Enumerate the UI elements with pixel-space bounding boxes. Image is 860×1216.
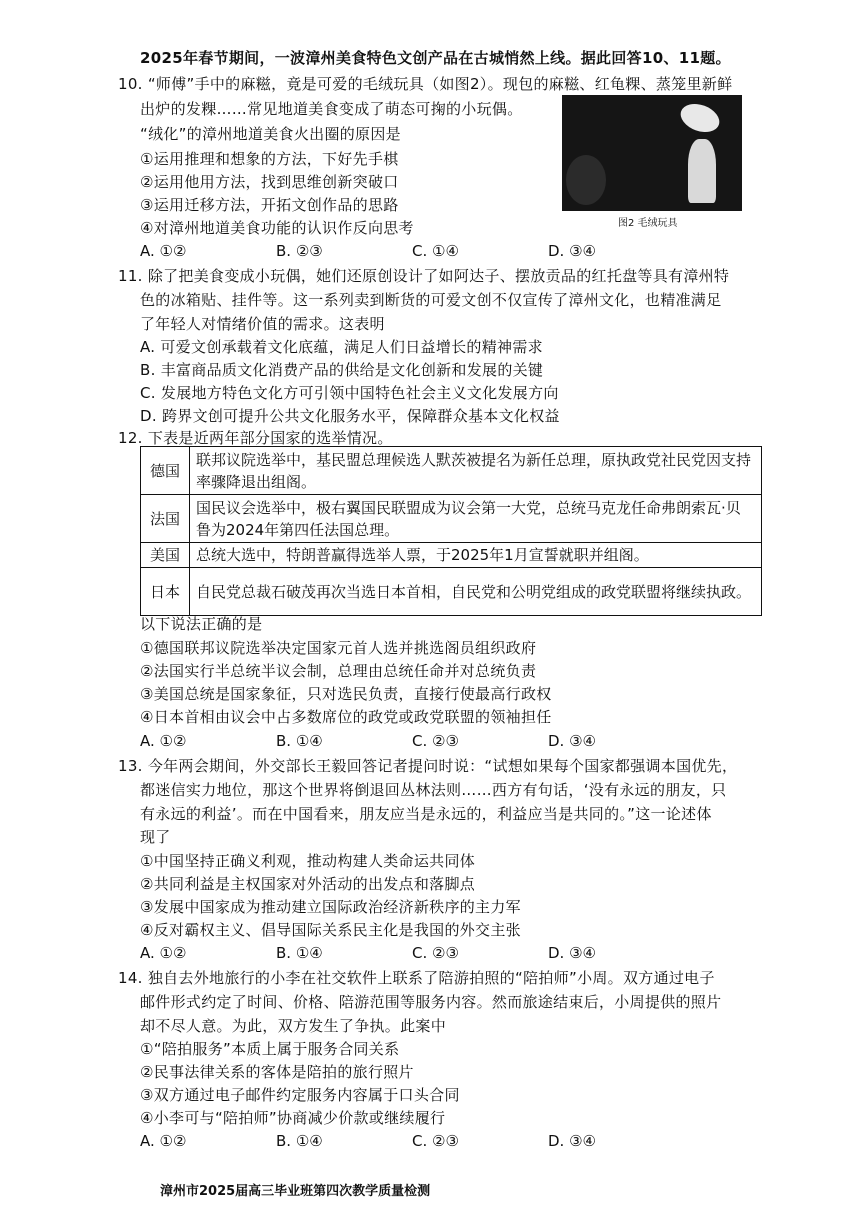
plush-toy-photo bbox=[562, 95, 742, 211]
q13-option-4: ④反对霸权主义、倡导国际关系民主化是我国的外交主张 bbox=[140, 921, 521, 939]
photo-caption: 图2 毛绒玩具 bbox=[618, 218, 678, 229]
q11-stem-line-2: 色的冰箱贴、挂件等。这一系列卖到断货的可爱文创不仅宣传了漳州文化，也精准满足 bbox=[140, 291, 722, 309]
q13-stem-line-3: 有永远的利益’。而在中国看来，朋友应当是永远的，利益应当是共同的。”这一论述体 bbox=[140, 805, 712, 823]
q13-stem-line-2: 都迷信实力地位，那这个世界将倒退回丛林法则……西方有句话，‘没有永远的朋友，只 bbox=[140, 781, 727, 799]
table-row bbox=[141, 568, 762, 616]
q12-choice-a: A. ①② bbox=[140, 732, 187, 750]
table-row bbox=[141, 447, 762, 495]
q11-stem-line-3: 了年轻人对情绪价值的需求。这表明 bbox=[140, 315, 385, 333]
q10-choices bbox=[140, 241, 596, 261]
q10-stem-line-1: 10. “师傅”手中的麻糍，竟是可爱的毛绒玩具（如图2）。现包的麻糍、红龟粿、蒸笼里新鲜 bbox=[118, 75, 733, 93]
q14-option-1: ①“陪拍服务”本质上属于服务合同关系 bbox=[140, 1040, 400, 1058]
q11-option-a: A. 可爱文创承载着文化底蕴，满足人们日益增长的精神需求 bbox=[140, 338, 543, 356]
q11-option-b: B. 丰富商品质文化消费产品的供给是文化创新和发展的关键 bbox=[140, 361, 544, 379]
q13-stem-line-4: 现了 bbox=[140, 828, 171, 846]
country-cell: 日本 bbox=[141, 568, 190, 616]
table-row bbox=[141, 495, 762, 543]
description-cell: 国民议会选举中，极右翼国民联盟成为议会第一大党，总统马克龙任命弗朗索瓦·贝鲁为2024年第四任法国总理。 bbox=[190, 495, 762, 543]
q13-choice-b: B. ①④ bbox=[276, 944, 323, 962]
q10-choice-b: B. ②③ bbox=[276, 242, 323, 260]
description-cell: 总统大选中，特朗普赢得选举人票，于2025年1月宣誓就职并组阁。 bbox=[190, 543, 762, 568]
description-cell: 联邦议院选举中，基民盟总理候选人默茨被提名为新任总理，原执政党社民党因支持率骤降退出组阁。 bbox=[190, 447, 762, 495]
q13-stem-line-1: 13. 今年两会期间，外交部长王毅回答记者提问时说：“试想如果每个国家都强调本国优先， bbox=[118, 757, 738, 775]
country-cell: 德国 bbox=[141, 447, 190, 495]
q12-stem: 12. 下表是近两年部分国家的选举情况。 bbox=[118, 429, 393, 447]
q10-question: “绒化”的漳州地道美食火出圈的原因是 bbox=[140, 125, 401, 143]
description-cell: 自民党总裁石破茂再次当选日本首相，自民党和公明党组成的政党联盟将继续执政。 bbox=[190, 568, 762, 616]
page-footer: 漳州市2025届高三毕业班第四次教学质量检测 bbox=[160, 1184, 431, 1199]
q12-option-4: ④日本首相由议会中占多数席位的政党或政党联盟的领袖担任 bbox=[140, 708, 552, 726]
country-cell: 法国 bbox=[141, 495, 190, 543]
q12-choice-c: C. ②③ bbox=[412, 732, 459, 750]
q12-choice-d: D. ③④ bbox=[548, 732, 596, 750]
q12-choices bbox=[140, 731, 596, 751]
q10-choice-c: C. ①④ bbox=[412, 242, 459, 260]
q10-option-1: ①运用推理和想象的方法，下好先手棋 bbox=[140, 150, 399, 168]
q13-option-2: ②共同利益是主权国家对外活动的出发点和落脚点 bbox=[140, 875, 476, 893]
q13-choice-c: C. ②③ bbox=[412, 944, 459, 962]
q14-choice-b: B. ①④ bbox=[276, 1132, 323, 1150]
q14-stem-line-3: 却不尽人意。为此，双方发生了争执。此案中 bbox=[140, 1017, 447, 1035]
q13-choices bbox=[140, 943, 596, 963]
q10-choice-d: D. ③④ bbox=[548, 242, 596, 260]
q13-option-1: ①中国坚持正确义利观，推动构建人类命运共同体 bbox=[140, 852, 476, 870]
election-table bbox=[140, 446, 762, 616]
q11-option-c: C. 发展地方特色文化方可引领中国特色社会主义文化发展方向 bbox=[140, 384, 559, 402]
q12-choice-b: B. ①④ bbox=[276, 732, 323, 750]
q14-choice-a: A. ①② bbox=[140, 1132, 187, 1150]
q14-choice-d: D. ③④ bbox=[548, 1132, 596, 1150]
q13-choice-d: D. ③④ bbox=[548, 944, 596, 962]
q14-choice-c: C. ②③ bbox=[412, 1132, 459, 1150]
q12-option-3: ③美国总统是国家象征，只对选民负责，直接行使最高行政权 bbox=[140, 685, 552, 703]
q12-option-2: ②法国实行半总统半议会制，总理由总统任命并对总统负责 bbox=[140, 662, 537, 680]
q14-option-4: ④小李可与“陪拍师”协商减少价款或继续履行 bbox=[140, 1109, 446, 1127]
q14-option-3: ③双方通过电子邮件约定服务内容属于口头合同 bbox=[140, 1086, 460, 1104]
q14-stem-line-1: 14. 独自去外地旅行的小李在社交软件上联系了陪游拍照的“陪拍师”小周。双方通过电子 bbox=[118, 969, 715, 987]
q11-stem-line-1: 11. 除了把美食变成小玩偶，她们还原创设计了如阿达子、摆放贡品的红托盘等具有漳州特 bbox=[118, 267, 730, 285]
q10-option-4: ④对漳州地道美食功能的认识作反向思考 bbox=[140, 219, 414, 237]
intro-text: 2025年春节期间，一波漳州美食特色文创产品在古城悄然上线。据此回答10、11题。 bbox=[140, 49, 731, 67]
q11-option-d: D. 跨界文创可提升公共文化服务水平，保障群众基本文化权益 bbox=[140, 407, 560, 425]
table-row bbox=[141, 543, 762, 568]
q10-option-3: ③运用迁移方法，开拓文创作品的思路 bbox=[140, 196, 399, 214]
q10-stem-line-2: 出炉的发粿……常见地道美食变成了萌态可掬的小玩偶。 bbox=[140, 100, 523, 118]
q13-choice-a: A. ①② bbox=[140, 944, 187, 962]
q10-choice-a: A. ①② bbox=[140, 242, 187, 260]
q12-question: 以下说法正确的是 bbox=[140, 615, 263, 633]
q12-option-1: ①德国联邦议院选举决定国家元首人选并挑选阁员组织政府 bbox=[140, 639, 537, 657]
country-cell: 美国 bbox=[141, 543, 190, 568]
q14-option-2: ②民事法律关系的客体是陪拍的旅行照片 bbox=[140, 1063, 414, 1081]
q13-option-3: ③发展中国家成为推动建立国际政治经济新秩序的主力军 bbox=[140, 898, 521, 916]
q14-choices bbox=[140, 1131, 596, 1151]
q10-option-2: ②运用他用方法，找到思维创新突破口 bbox=[140, 173, 399, 191]
q14-stem-line-2: 邮件形式约定了时间、价格、陪游范围等服务内容。然而旅途结束后，小周提供的照片 bbox=[140, 993, 722, 1011]
